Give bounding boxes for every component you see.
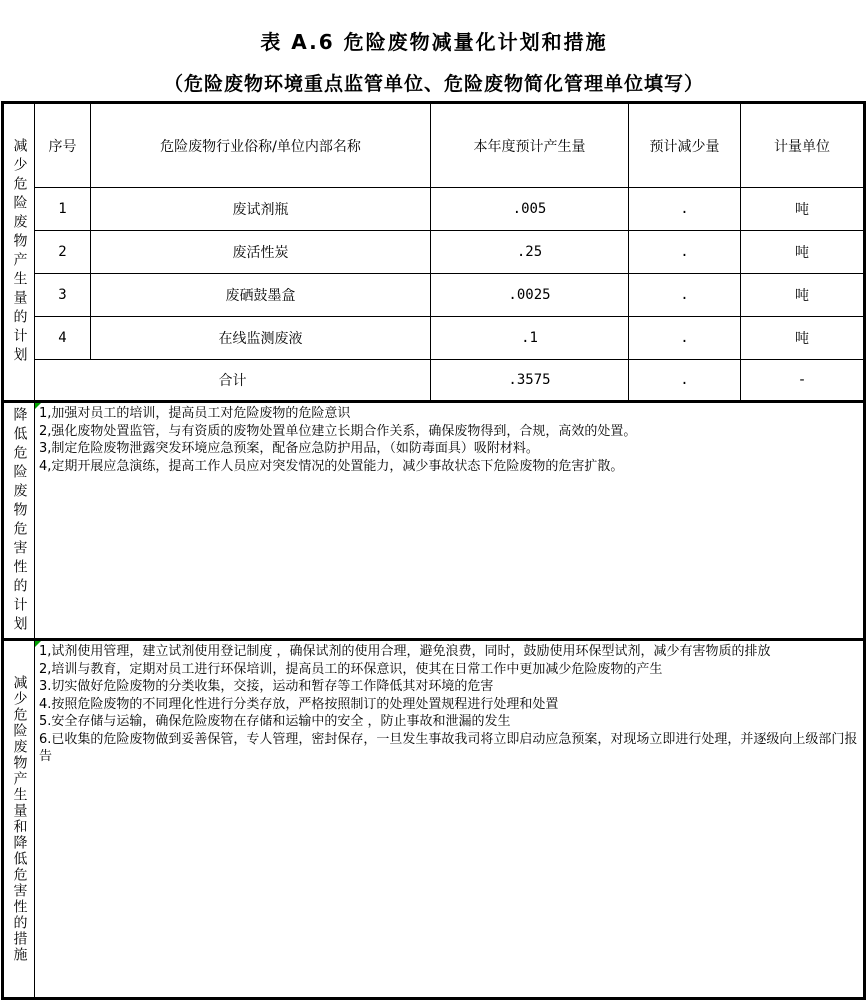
measures-line: 3.切实做好危险废物的分类收集，交接，运动和暂存等工作降低其对环境的危害 xyxy=(39,679,494,694)
section-hazard-plan xyxy=(4,403,863,641)
col-header-no: 序号 xyxy=(35,104,91,188)
sidebar-measures xyxy=(4,641,35,997)
table-row-1-no: 1 xyxy=(35,188,91,231)
hazard-plan-text-cell xyxy=(35,403,863,638)
col-header-unit: 计量单位 xyxy=(741,104,863,188)
total-row-amount: .3575 xyxy=(431,360,629,400)
table-row-3-no: 3 xyxy=(35,274,91,317)
page-title: 表 A.6 危险废物减量化计划和措施 xyxy=(260,30,608,54)
measures-text-cell xyxy=(35,641,863,997)
hazardous-waste-table xyxy=(1,101,866,1000)
sidebar-reduction-plan xyxy=(4,104,35,400)
table-row-1-unit: 吨 xyxy=(741,188,863,231)
cell-error-flag-icon xyxy=(35,403,41,409)
hazard-plan-line: 1,加强对员工的培训，提高员工对危险废物的危险意识 xyxy=(39,406,351,421)
table-row-4-reduce: . xyxy=(629,317,741,360)
col-header-name: 危险废物行业俗称/单位内部名称 xyxy=(91,104,431,188)
table-row-2-name: 废活性炭 xyxy=(91,231,431,274)
page-subtitle: （危险废物环境重点监管单位、危险废物简化管理单位填写） xyxy=(163,73,704,95)
hazard-plan-line: 4,定期开展应急演练，提高工作人员应对突发情况的处置能力，减少事故状态下危险废物的危害扩散。 xyxy=(39,458,624,474)
measures-line: 4.按照危险废物的不同理化性进行分类存放，严格按照制订的处理处置规程进行处理和处置 xyxy=(39,696,559,712)
table-row-4-no: 4 xyxy=(35,317,91,360)
sidebar-hazard-plan-label: 降低危险废物危害性的计划 xyxy=(11,406,28,635)
section-reduction-plan xyxy=(4,104,863,403)
table-row-4-unit: 吨 xyxy=(741,317,863,360)
table-row-2-reduce: . xyxy=(629,231,741,274)
hazard-plan-line: 2,强化废物处置监管，与有资质的废物处置单位建立长期合作关系，确保废物得到，合规，高效的处置。 xyxy=(39,423,637,439)
total-row-unit: - xyxy=(799,372,805,388)
col-header-reduce: 预计减少量 xyxy=(629,104,741,188)
total-row-reduce: . xyxy=(629,360,741,400)
table-row-3-reduce: . xyxy=(629,274,741,317)
table-row-1-name: 废试剂瓶 xyxy=(91,188,431,231)
sidebar-measures-label: 减少危险废物产生量和降低危害性的措施 xyxy=(11,675,28,963)
table-row-1-reduce: . xyxy=(629,188,741,231)
measures-line: 1,试剂使用管理，建立试剂使用登记制度 ，确保试剂的使用合理，避免浪费，同时，鼓励使用环保型试剂，减少有害物质的排放 xyxy=(39,644,771,659)
reduction-plan-grid xyxy=(35,104,863,400)
table-row-2-unit: 吨 xyxy=(741,231,863,274)
total-row-label: 合计 xyxy=(35,360,431,400)
table-row-3-unit: 吨 xyxy=(741,274,863,317)
measures-line: 6.已收集的危险废物做到妥善保管，专人管理，密封保存，一旦发生事故我司将立即启动应急预案，对现场立即进行处理，并逐级向上级部门报告 xyxy=(39,731,858,764)
sidebar-hazard-plan xyxy=(4,403,35,638)
table-row-4-amount: .1 xyxy=(431,317,629,360)
section-measures xyxy=(4,641,863,997)
table-row-1-amount: .005 xyxy=(431,188,629,231)
col-header-amount: 本年度预计产生量 xyxy=(431,104,629,188)
table-row-2-amount: .25 xyxy=(431,231,629,274)
table-row-4-name: 在线监测废液 xyxy=(91,317,431,360)
sidebar-reduction-plan-label: 减少危险废物产生量的计划 xyxy=(11,138,28,366)
measures-line: 5.安全存储与运输，确保危险废物在存储和运输中的安全 ，防止事故和泄漏的发生 xyxy=(39,714,511,729)
hazard-plan-line: 3,制定危险废物泄露突发环境应急预案，配备应急防护用品，（如防毒面具）吸附材料。 xyxy=(39,441,539,456)
measures-line: 2,培训与教育，定期对员工进行环保培训，提高员工的环保意识，使其在日常工作中更加减少危险废物的产生 xyxy=(39,661,663,677)
cell-error-flag-icon xyxy=(35,641,41,647)
table-row-3-name: 废硒鼓墨盒 xyxy=(91,274,431,317)
table-row-2-no: 2 xyxy=(35,231,91,274)
table-row-3-amount: .0025 xyxy=(431,274,629,317)
